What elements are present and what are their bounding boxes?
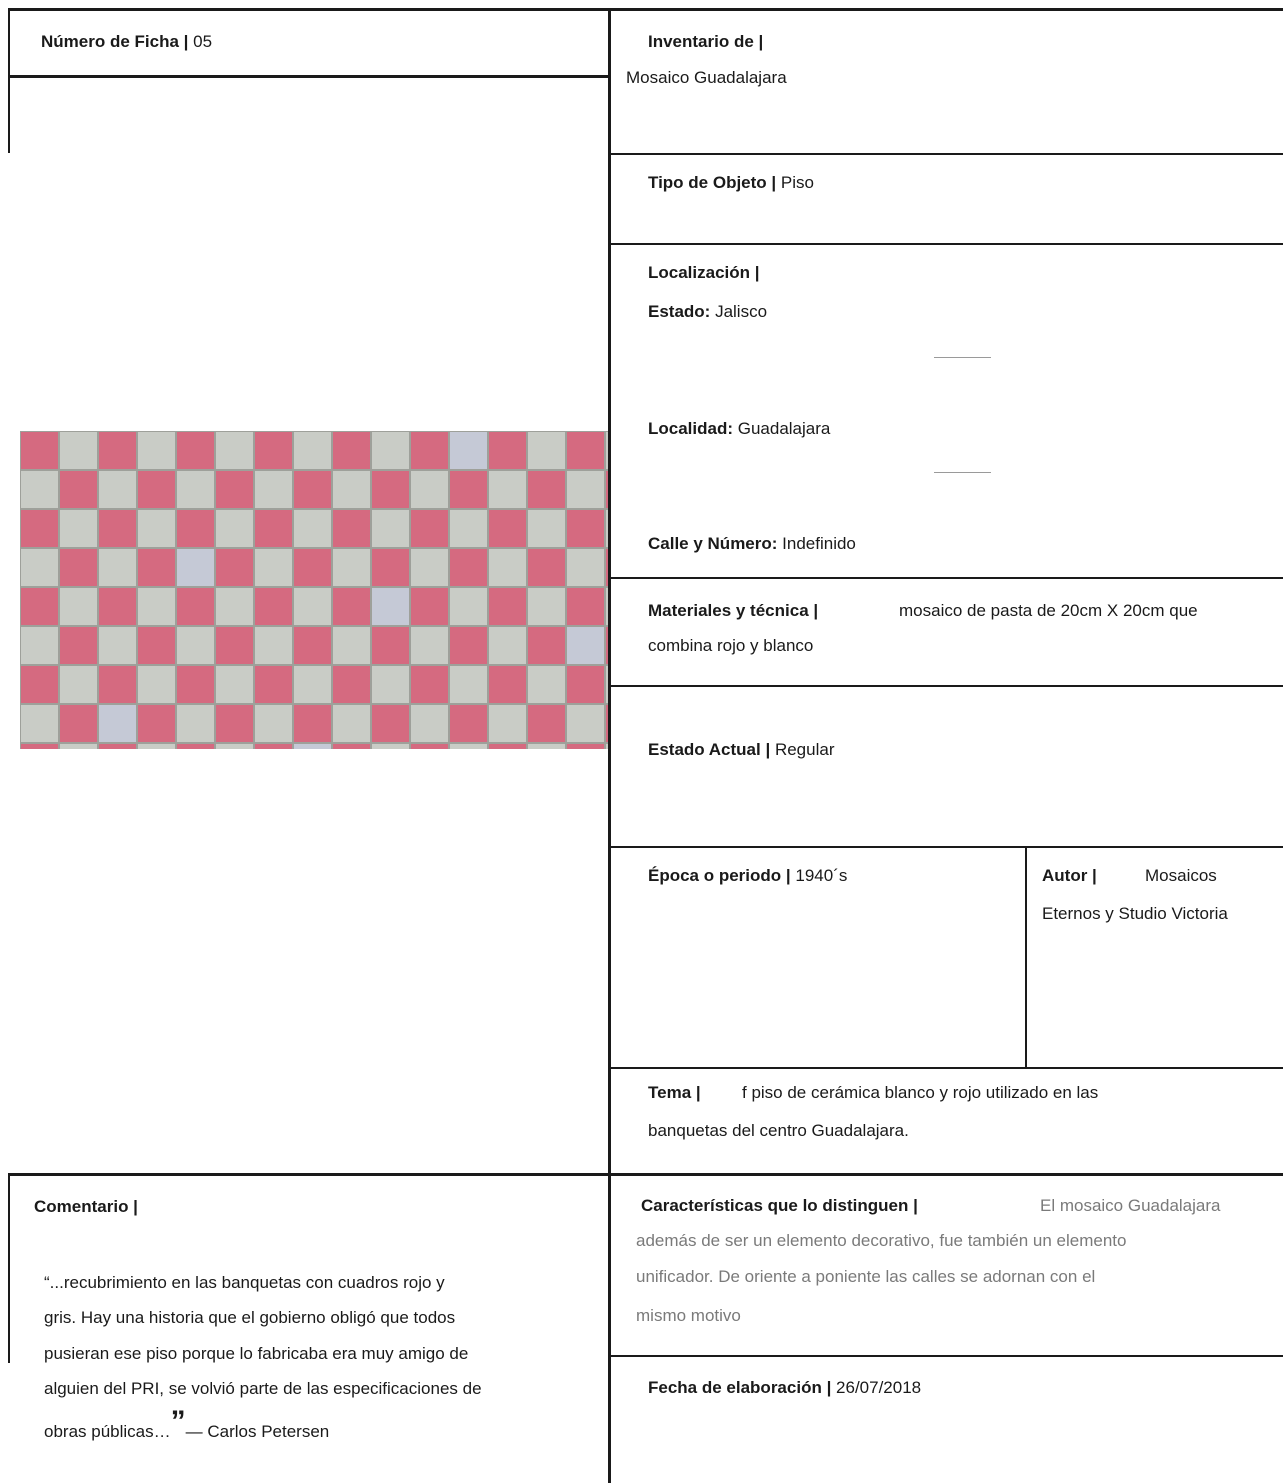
- calle-label: Calle y Número:: [648, 534, 778, 553]
- inventario-value: Mosaico Guadalajara: [626, 68, 787, 87]
- estado-separator-line: [934, 357, 991, 358]
- center-vertical-divider: [608, 8, 611, 1483]
- autor-value-line2: Eternos y Studio Victoria: [1042, 904, 1228, 923]
- estado-field: [648, 295, 767, 329]
- localidad-field: [648, 412, 830, 446]
- comentario-label: Comentario |: [34, 1197, 138, 1216]
- estado-actual-value: Regular: [770, 740, 835, 759]
- epoca-field: [648, 859, 847, 893]
- right-divider-1: [608, 153, 1283, 155]
- estado-actual-field: [648, 733, 834, 767]
- fecha-label: Fecha de elaboración: [648, 1378, 822, 1397]
- estado-value: Jalisco: [710, 302, 768, 321]
- left-row-divider-comentario: [8, 1173, 608, 1176]
- materiales-value-line2: combina rojo y blanco: [648, 636, 814, 655]
- tipo-value: Piso: [776, 173, 814, 192]
- autor-value-line1: Mosaicos: [1145, 866, 1217, 885]
- right-divider-6: [608, 1067, 1283, 1069]
- epoca-separator: |: [781, 866, 796, 885]
- estado-actual-label: Estado Actual |: [648, 740, 771, 759]
- right-divider-7: [608, 1173, 1283, 1176]
- comentario-attribution: — Carlos Petersen: [185, 1422, 330, 1441]
- fecha-separator: |: [821, 1378, 837, 1397]
- caracteristicas-line-2: además de ser un elemento decorativo, fue también un elemento: [636, 1231, 1127, 1250]
- calle-value: Indefinido: [777, 534, 856, 553]
- right-divider-2: [608, 243, 1283, 245]
- tipo-field: [648, 166, 814, 200]
- localidad-value: Guadalajara: [733, 419, 831, 438]
- caracteristicas-label: Características que lo distinguen |: [641, 1196, 918, 1215]
- right-divider-4: [608, 685, 1283, 687]
- localidad-separator-line: [934, 472, 991, 473]
- epoca-label: Época o periodo: [648, 866, 782, 885]
- localidad-label: Localidad:: [648, 419, 734, 438]
- mosaic-tile-photo: [20, 431, 608, 749]
- tipo-label: Tipo de Objeto |: [648, 173, 777, 192]
- epoca-autor-divider: [1025, 846, 1027, 1068]
- ficha-field: [41, 25, 212, 59]
- comentario-line-1: “...recubrimiento en las banquetas con cuadros rojo y: [44, 1273, 445, 1292]
- estado-label: Estado:: [648, 302, 711, 321]
- right-divider-5: [608, 846, 1283, 848]
- ficha-label: Número de Ficha: [41, 32, 179, 51]
- tema-value-line2: banquetas del centro Guadalajara.: [648, 1121, 909, 1140]
- right-divider-8: [608, 1355, 1283, 1357]
- tema-value-line1: f piso de cerámica blanco y rojo utilizado en las: [742, 1083, 1099, 1102]
- materiales-label: Materiales y técnica |: [648, 601, 819, 620]
- left-stub-line-top: [8, 8, 10, 153]
- caracteristicas-line-3: unificador. De oriente a poniente las calles se adornan con el: [636, 1267, 1096, 1286]
- comentario-line-5: [44, 1405, 330, 1449]
- autor-label: Autor |: [1042, 866, 1097, 885]
- comentario-line-4: alguien del PRI, se volvió parte de las especificaciones de: [44, 1379, 482, 1398]
- fecha-value: 26/07/2018: [836, 1378, 922, 1397]
- comentario-line-3: pusieran ese piso porque lo fabricaba era muy amigo de: [44, 1344, 469, 1363]
- fecha-field: [648, 1371, 921, 1405]
- left-stub-line-bottom: [8, 1173, 10, 1363]
- inventario-label: Inventario de |: [648, 32, 764, 51]
- frame-top-border: [8, 8, 1283, 11]
- caracteristicas-line-1: El mosaico Guadalajara: [1040, 1196, 1221, 1215]
- right-divider-3: [608, 577, 1283, 579]
- comentario-last-line: obras públicas…: [44, 1422, 171, 1441]
- left-row-divider-ficha: [8, 75, 608, 78]
- comentario-line-2: gris. Hay una historia que el gobierno obligó que todos: [44, 1308, 456, 1327]
- comentario-close-quote: ”: [170, 1405, 186, 1438]
- ficha-separator: |: [178, 32, 194, 51]
- epoca-value: 1940´s: [795, 866, 848, 885]
- calle-field: [648, 527, 856, 561]
- materiales-value-line1: mosaico de pasta de 20cm X 20cm que: [899, 601, 1198, 620]
- caracteristicas-line-4: mismo motivo: [636, 1306, 741, 1325]
- localizacion-label: Localización |: [648, 263, 760, 282]
- tema-label: Tema |: [648, 1083, 701, 1102]
- ficha-value: 05: [193, 32, 213, 51]
